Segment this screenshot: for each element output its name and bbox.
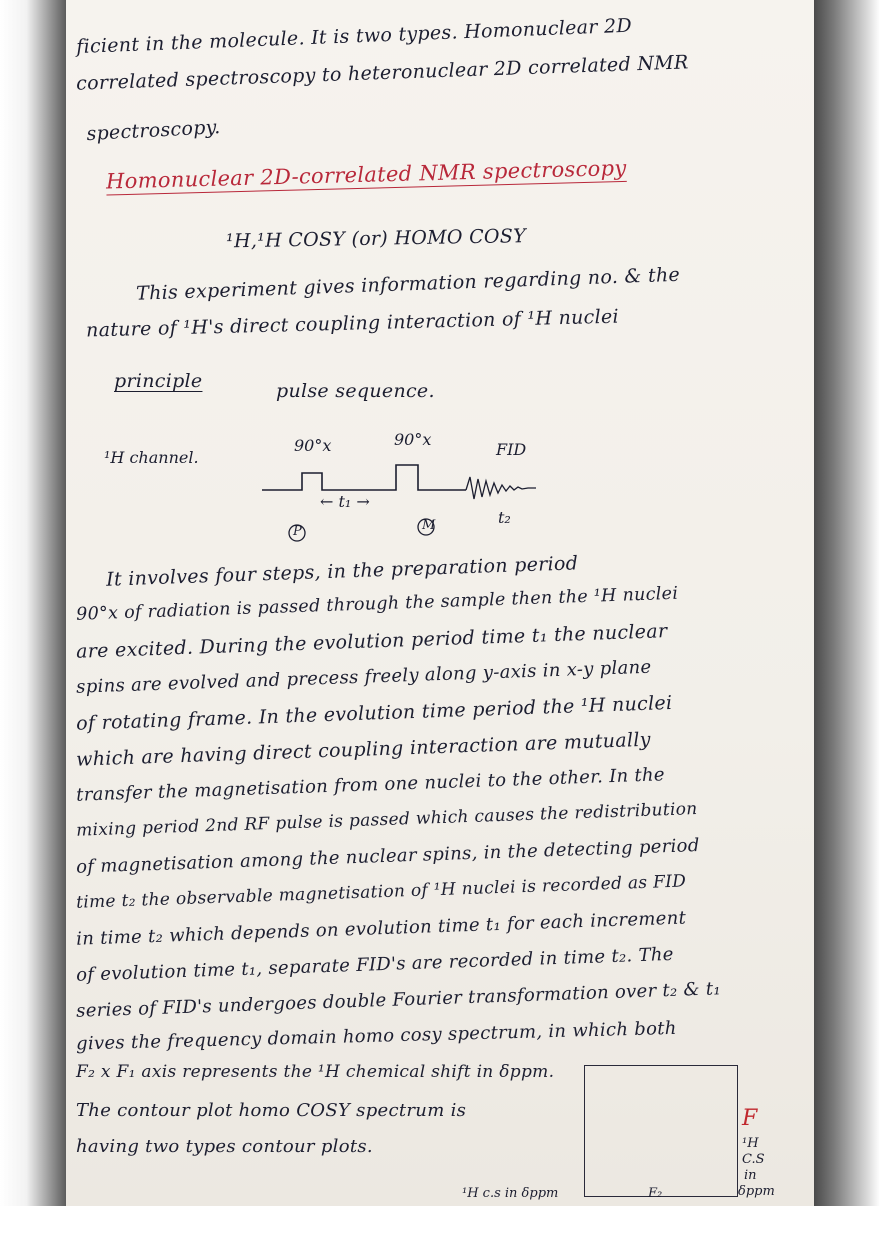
- notebook-page: [66, 0, 814, 1206]
- channel-label: ¹H channel.: [104, 448, 199, 467]
- text-line-15: which are having direct coupling interaction are mutually: [75, 728, 652, 771]
- text-line-3: spectroscopy.: [85, 116, 222, 146]
- pulse1-label: 90°x: [294, 436, 332, 455]
- text-line-25: The contour plot homo COSY spectrum is: [76, 1100, 467, 1121]
- y-axis-label-4: δppm: [738, 1184, 775, 1199]
- text-line-12: are excited. During the evolution period time t₁ the nuclear: [75, 620, 668, 663]
- text-line-21: of evolution time t₁, separate FID's are recorded in time t₂. The: [75, 943, 675, 986]
- text-line-18: of magnetisation among the nuclear spins, in the detecting period: [75, 834, 700, 878]
- text-line-10: It involves four steps, in the preparation period: [105, 552, 579, 591]
- spectrum-sketch-box: [584, 1065, 738, 1197]
- fid-label: FID: [496, 440, 527, 459]
- p-marker: P: [293, 524, 302, 539]
- text-line-1: ficient in the molecule. It is two types. Homonuclear 2D: [75, 14, 633, 59]
- f2-label: F₂: [648, 1186, 663, 1201]
- y-axis-label-3: in: [744, 1168, 757, 1183]
- text-line-7: nature of ¹H's direct coupling interaction of ¹H nuclei: [85, 305, 620, 342]
- principle-label: principle: [114, 370, 203, 392]
- text-line-17: mixing period 2nd RF pulse is passed which causes the redistribution: [75, 799, 698, 841]
- pulse-sequence-label: pulse sequence.: [276, 380, 435, 402]
- y-axis-label-1: ¹H: [742, 1136, 759, 1151]
- pulse-waveform: [262, 465, 466, 490]
- text-line-16: transfer the magnetisation from one nuclei to the other. In the: [75, 764, 666, 806]
- m-marker: M: [422, 518, 436, 533]
- pulse2-label: 90°x: [394, 430, 432, 449]
- left-page-edge: [0, 0, 66, 1206]
- text-line-14: of rotating frame. In the evolution time period the ¹H nuclei: [75, 691, 673, 735]
- text-line-2: correlated spectroscopy to heteronuclear 2D correlated NMR: [75, 51, 689, 95]
- t1-label: ← t₁ →: [320, 492, 370, 511]
- text-line-19: time t₂ the observable magnetisation of ¹H nuclei is recorded as FID: [75, 871, 687, 913]
- t2-label: t₂: [498, 508, 511, 527]
- right-page-edge: [814, 0, 880, 1206]
- text-line-11: 90°x of radiation is passed through the sample then the ¹H nuclei: [75, 583, 679, 625]
- text-line-22: series of FID's undergoes double Fourier transformation over t₂ & t₁: [75, 978, 722, 1022]
- text-line-23: gives the frequency domain homo cosy spectrum, in which both: [75, 1017, 677, 1055]
- fid-signal: [466, 477, 536, 499]
- section-heading: Homonuclear 2D-correlated NMR spectroscopy: [105, 155, 627, 194]
- text-line-13: spins are evolved and precess freely along y-axis in x-y plane: [75, 656, 652, 698]
- text-line-6: This experiment gives information regarding no. & the: [135, 263, 681, 305]
- text-line-24: F₂ x F₁ axis represents the ¹H chemical shift in δppm.: [76, 1062, 555, 1082]
- f1-label: F: [742, 1106, 758, 1131]
- x-axis-label: ¹H c.s in δppm: [462, 1186, 559, 1201]
- text-line-20: in time t₂ which depends on evolution time t₁ for each increment: [75, 907, 687, 950]
- text-line-26: having two types contour plots.: [76, 1136, 373, 1157]
- cosy-subtitle: ¹H,¹H COSY (or) HOMO COSY: [225, 225, 527, 253]
- y-axis-label-2: C.S: [742, 1152, 765, 1167]
